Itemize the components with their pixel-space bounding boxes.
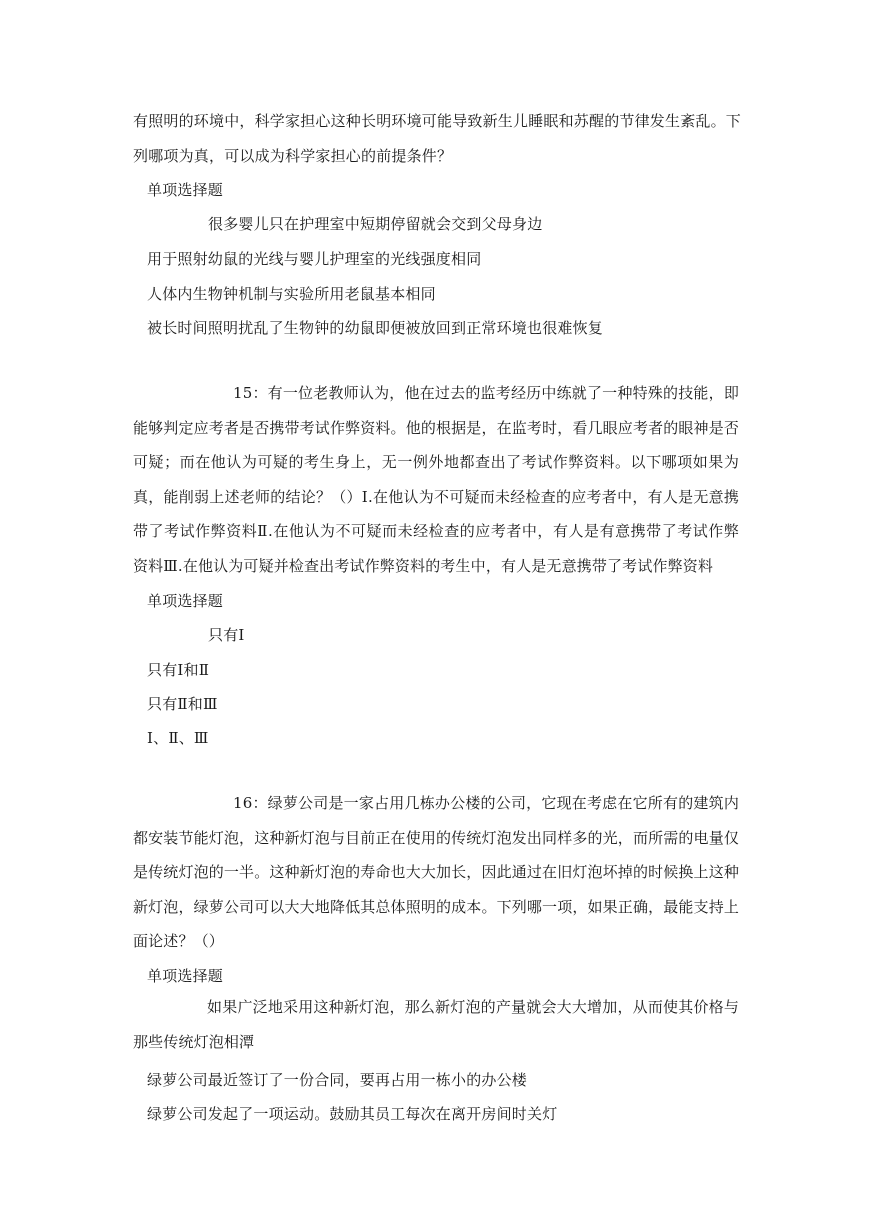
q15-option-d[interactable]: Ⅰ、Ⅱ、Ⅲ <box>147 729 209 747</box>
q16-option-a-text: 如果广泛地采用这种新灯泡，那么新灯泡的产量就会大大增加，从而使其价格与那些传统灯泡相潭 <box>133 998 739 1051</box>
q16-stem-text: 16：绿萝公司是一家占用几栋办公楼的公司，它现在考虑在它所有的建筑内都安装节能灯泡，这种新灯泡与目前正在使用的传统灯泡发出同样多的光，而所需的电量仅是传统灯泡的一半。这种新灯泡的寿命也大大加长，因此通过在旧灯泡坏掉的时候换上这种新灯泡，绿萝公司可以大大地降低其总体照明的成本。下列哪一项，如果正确，最能支持上面论述？（） <box>133 794 740 950</box>
q15-type-label: 单项选择题 <box>147 592 224 610</box>
q14-stem-line-2: 列哪项为真，可以成为科学家担心的前提条件？ <box>133 147 453 165</box>
q16-option-c[interactable]: 绿萝公司发起了一项运动。鼓励其员工每次在离开房间时关灯 <box>147 1105 558 1123</box>
q16-option-a[interactable] <box>133 990 739 1059</box>
q14-stem-line-1: 有照明的环境中，科学家担心这种长明环境可能导致新生儿睡眠和苏醒的节律发生紊乱。下 <box>133 112 742 130</box>
q15-stem-text: 15：有一位老教师认为，他在过去的监考经历中练就了一种特殊的技能，即能够判定应考者是否携带考试作弊资料。他的根据是，在监考时，看几眼应考者的眼神是否可疑；而在他认为可疑的考生身上，无一例外地都查出了考试作弊资料。以下哪项如果为真，能削弱上述老师的结论？（）Ⅰ.在他认为不可疑而未经检查的应考者中，有人是无意携带了考试作弊资料Ⅱ.在他认为不可疑而未经检查的应考者中，有人是有意携带了考试作弊资料Ⅲ.在他认为可疑并检查出考试作弊资料的考生中，有人是无意携带了考试作弊资料 <box>133 384 740 575</box>
q14-option-c[interactable]: 人体内生物钟机制与实验所用老鼠基本相同 <box>147 285 436 303</box>
q15-stem <box>133 376 739 583</box>
q14-option-b[interactable]: 用于照射幼鼠的光线与婴儿护理室的光线强度相同 <box>147 250 482 268</box>
q16-stem <box>133 786 739 959</box>
q16-type-label: 单项选择题 <box>147 967 224 985</box>
q15-option-c[interactable]: 只有Ⅱ和Ⅲ <box>147 695 218 713</box>
q14-option-d[interactable]: 被长时间照明扰乱了生物钟的幼鼠即便被放回到正常环境也很难恢复 <box>147 319 604 337</box>
q14-type-label: 单项选择题 <box>147 181 224 199</box>
q16-option-b[interactable]: 绿萝公司最近签订了一份合同，要再占用一栋小的办公楼 <box>147 1071 528 1089</box>
q14-option-a[interactable]: 很多婴儿只在护理室中短期停留就会交到父母身边 <box>208 215 543 233</box>
q15-option-a[interactable]: 只有Ⅰ <box>208 626 245 644</box>
q15-option-b[interactable]: 只有Ⅰ和Ⅱ <box>147 661 210 679</box>
